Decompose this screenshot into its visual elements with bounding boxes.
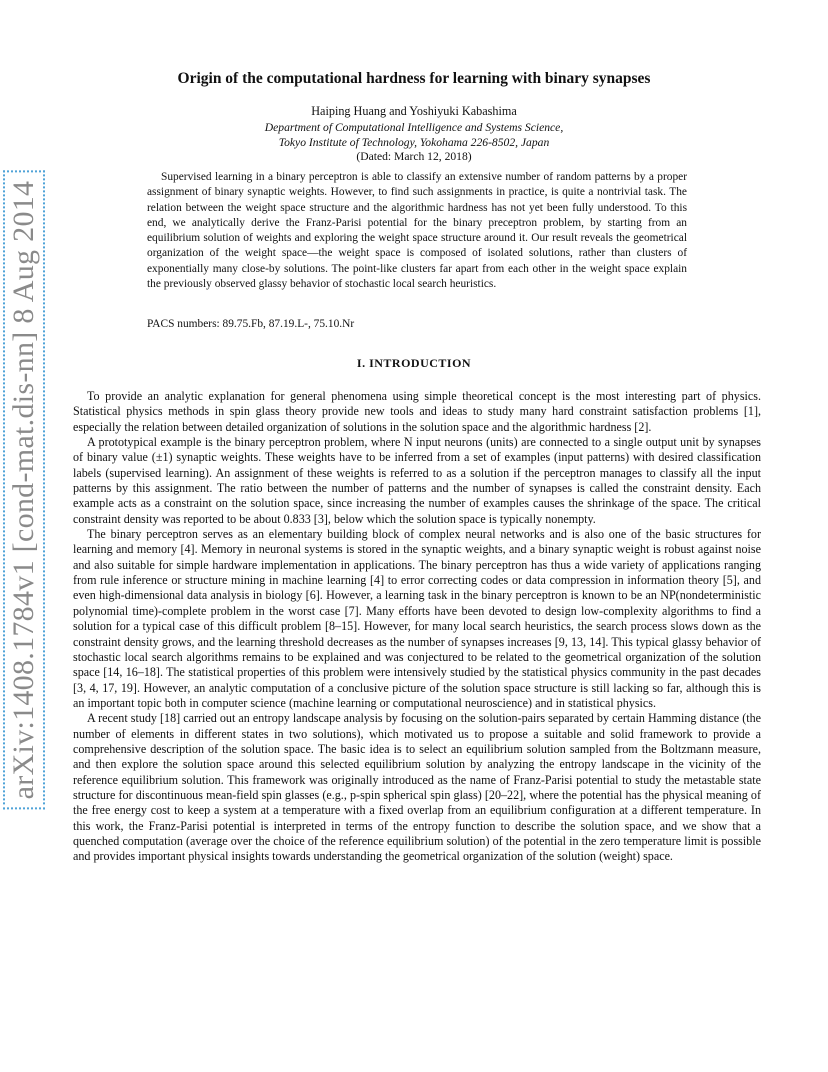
- paragraph: The binary perceptron serves as an elementary building block of complex neural networks and is also one of the basic structures for learning and memory [4]. Memory in neuronal systems is stored in the synaptic weights, and a binary synaptic weight is robust against noise and also suitable for simple hardware implementation in applications. The binary perceptron has thus a wide variety of applications ranging from rule inference or structure mining in machine learning [4] to error correcting codes or data compression in information theory [5], and even high-dimensional data analysis in biology [6]. However, a learning task in the binary perceptron is known to be an NP(nondeterministic polynomial time)-complete problem in the worst case [7]. Many efforts have been devoted to design low-complexity algorithms to find a solution for a typical case of this difficult problem [8–15]. However, for many local search heuristics, the search process slows down as the constraint density grows, and the learning threshold decreases as the number of synapses increases [9, 13, 14]. This typical glassy behavior of stochastic local search algorithms remains to be explained and was conjectured to be related to the geometrical organization of the solution space [14, 16–18]. The statistical properties of this problem were intensively studied by the statistical physics community in the past decades [3, 4, 17, 19]. However, an analytic computation of a conclusive picture of the solution space structure is still lacking so far, although this is an important topic both in computer science (machine learning or computational neuroscience) and in statistical physics.: [73, 527, 761, 710]
- paragraph: To provide an analytic explanation for general phenomena using simple theoretical concept is the most interesting part of physics. Statistical physics methods in spin glass theory provide new tools and ideas to study many hard constraint satisfaction problems [1], especially the relation between detailed organization of solutions in the solution space and the algorithmic hardness [2].: [73, 389, 761, 434]
- paragraph: A recent study [18] carried out an entropy landscape analysis by focusing on the solution-pairs separated by certain Hamming distance (the number of elements in different states in two solutions), which motivated us to propose a suitable and solid framework to provide a comprehensive description of the solution space. The basic idea is to select an equilibrium solution sampled from the Boltzmann measure, and then explore the solution space around this selected equilibrium solution by analyzing the entropy landscape in the vicinity of the reference equilibrium solution. This framework was originally introduced as the name of Franz-Parisi potential to study the metastable state structure for discontinuous mean-field spin glasses (e.g., p-spin spherical spin glass) [20–22], where the potential has the physical meaning of the free energy cost to keep a system at a temperature with a fixed overlap from an equilibrium configuration at a different temperature. In this work, the Franz-Parisi potential is interpreted in terms of the entropy function to describe the solution space, and we show that a quenched computation (average over the choice of the reference equilibrium solution) of the potential in the zero temperature limit is possible and provides important physical insights towards understanding the geometrical organization of the solution (weight) space.: [73, 711, 761, 864]
- affiliation-line-2: Tokyo Institute of Technology, Yokohama 226-8502, Japan: [278, 136, 550, 149]
- date-line: (Dated: March 12, 2018): [356, 150, 472, 163]
- pacs-numbers: PACS numbers: 89.75.Fb, 87.19.L-, 75.10.Nr: [147, 318, 355, 330]
- arxiv-identifier[interactable]: arXiv:1408.1784v1 [cond-mat.dis-nn] 8 Aug 2014: [3, 171, 45, 810]
- section-heading-introduction: I. INTRODUCTION: [356, 356, 472, 370]
- arxiv-sidebar: [4, 180, 44, 800]
- introduction-body: [73, 389, 761, 865]
- paper-title: Origin of the computational hardness for learning with binary synapses: [177, 70, 651, 87]
- affiliation-line-1: Department of Computational Intelligence and Systems Science,: [264, 121, 564, 134]
- paragraph: A prototypical example is the binary perceptron problem, where N input neurons (units) are connected to a single output unit by synapses of binary value (±1) synaptic weights. These weights have to be inferred from a set of examples (input patterns) with desired classification labels (supervised learning). An assignment of these weights is referred to as a solution if the perceptron manages to classify all the input patterns by this assignment. The ratio between the number of patterns and the number of synapses is called the constraint density. Each example acts as a constraint on the solution space, since increasing the number of examples causes the shrinkage of the space. The critical constraint density was reported to be about 0.833 [3], below which the solution space is typically nonempty.: [73, 435, 761, 526]
- author-list: Haiping Huang and Yoshiyuki Kabashima: [311, 104, 517, 118]
- abstract: Supervised learning in a binary perceptron is able to classify an extensive number of random patterns by a proper assignment of binary synaptic weights. However, to find such assignments in practice, is quite a nontrivial task. The relation between the weight space structure and the algorithmic hardness has not yet been fully understood. To this end, we analytically derive the Franz-Parisi potential for the binary preceptron problem, by starting from an equilibrium solution of weights and exploring the weight space structure around it. Our result reveals the geometrical organization of the weight space—the weight space is composed of isolated solutions, rather than clusters of exponentially many close-by solutions. The point-like clusters far apart from each other in the weight space explain the previously observed glassy behavior of stochastic local search heuristics.: [147, 171, 687, 291]
